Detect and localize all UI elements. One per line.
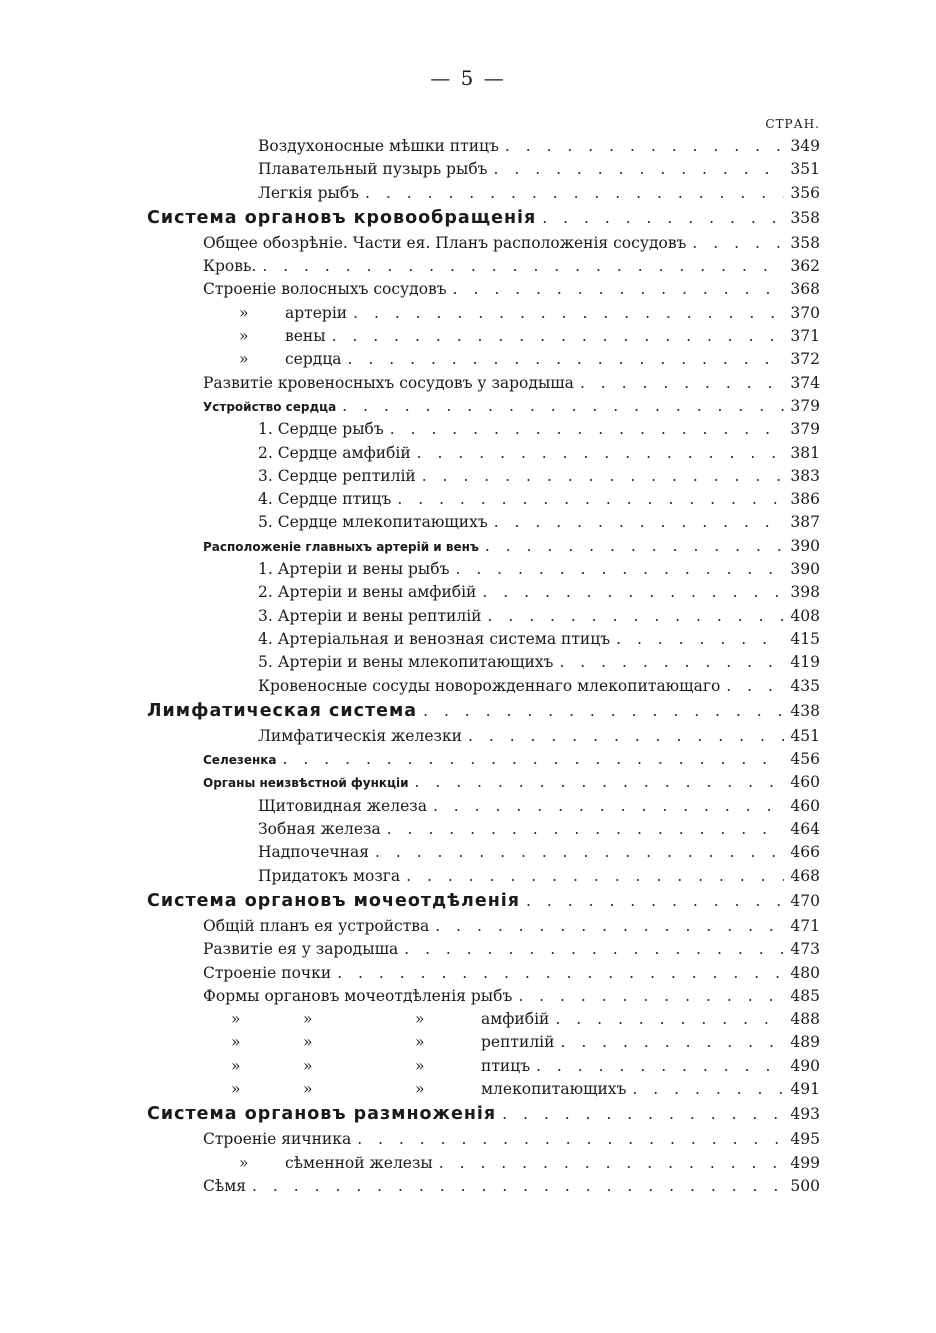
toc-entry: 4. Сердце птицъ . . . 386 xyxy=(0,488,820,511)
toc-entry: 1. Сердце рыбъ . . . 379 xyxy=(0,418,820,441)
toc-entry: 5. Артеріи и вены млекопитающихъ . . . 419 xyxy=(0,651,820,674)
toc-entry: 5. Сердце млекопитающихъ . . . 387 xyxy=(0,511,820,534)
toc-section-heading: Система органовъ кровообращенія . . . 358 xyxy=(0,205,820,232)
toc-entry: Общій планъ ея устройства . . . 471 xyxy=(0,915,820,938)
toc-entry: 3. Сердце рептилій . . . 383 xyxy=(0,465,820,488)
toc-entry: Развитіе кровеносныхъ сосудовъ у зародыша . . . 374 xyxy=(0,372,820,395)
toc-entry: » вены . . . 371 xyxy=(0,325,820,348)
page-column-header: СТРАН. xyxy=(765,117,820,131)
toc-entry: Зобная железа . . . 464 xyxy=(0,818,820,841)
toc-section-heading: Система органовъ размноженія . . . 493 xyxy=(0,1101,820,1128)
toc-subheading: Селезенка . . . 456 xyxy=(0,748,820,771)
toc-section-heading: Система органовъ мочеотдѣленія . . . 470 xyxy=(0,888,820,915)
toc-entry: » сердца . . . 372 xyxy=(0,348,820,371)
toc-entry: Формы органовъ мочеотдѣленія рыбъ . . . 485 xyxy=(0,985,820,1008)
toc-entry: 2. Сердце амфибій . . . 381 xyxy=(0,442,820,465)
toc-entry: Надпочечная . . . 466 xyxy=(0,841,820,864)
toc-entry: Легкія рыбъ . . . 356 xyxy=(0,182,820,205)
toc-entry: 3. Артеріи и вены рептилій . . . 408 xyxy=(0,605,820,628)
toc-entry: » » » млекопитающихъ . . . 491 xyxy=(0,1078,820,1101)
toc-entry: Плавательный пузырь рыбъ . . . 351 xyxy=(0,158,820,181)
page-number: — 5 — xyxy=(430,66,506,90)
toc-entry: » сѣменной железы . . . 499 xyxy=(0,1152,820,1175)
toc-entry: Развитіе ея у зародыша . . . 473 xyxy=(0,938,820,961)
toc-entry: Строеніе почки . . . 480 xyxy=(0,962,820,985)
toc-entry: Строеніе яичника . . . 495 xyxy=(0,1128,820,1151)
toc-entry: Общее обозрѣніе. Части ея. Планъ расположенія сосудовъ . . . 358 xyxy=(0,232,820,255)
toc-entry: » » » рептилій . . . 489 xyxy=(0,1031,820,1054)
toc-entry: 1. Артеріи и вены рыбъ . . . 390 xyxy=(0,558,820,581)
toc-entry: 2. Артеріи и вены амфибій . . . 398 xyxy=(0,581,820,604)
toc-entry: Сѣмя . . . 500 xyxy=(0,1175,820,1198)
toc-entry: Строеніе волосныхъ сосудовъ . . . 368 xyxy=(0,278,820,301)
toc-subheading: Органы неизвѣстной функціи . . . 460 xyxy=(0,771,820,794)
toc-subheading: Устройство сердца . . . 379 xyxy=(0,395,820,418)
toc-subheading: Расположеніе главныхъ артерій и венъ . . . 390 xyxy=(0,535,820,558)
toc-entry: 4. Артеріальная и венозная система птицъ . . . 415 xyxy=(0,628,820,651)
toc-section-heading: Лимфатическая система . . . 438 xyxy=(0,698,820,725)
toc-entry: Воздухоносные мѣшки птицъ . . . 349 xyxy=(0,135,820,158)
toc-entry: Придатокъ мозга . . . 468 xyxy=(0,865,820,888)
table-of-contents xyxy=(0,135,936,1198)
toc-entry: » » » птицъ . . . 490 xyxy=(0,1055,820,1078)
toc-entry: Кровеносные сосуды новорожденнаго млекопитающаго . . . 435 xyxy=(0,675,820,698)
toc-entry: Лимфатическія железки . . . 451 xyxy=(0,725,820,748)
toc-entry: Щитовидная железа . . . 460 xyxy=(0,795,820,818)
toc-entry: Кровь. . . . 362 xyxy=(0,255,820,278)
toc-entry: » » » амфибій . . . 488 xyxy=(0,1008,820,1031)
toc-entry: » артеріи . . . 370 xyxy=(0,302,820,325)
